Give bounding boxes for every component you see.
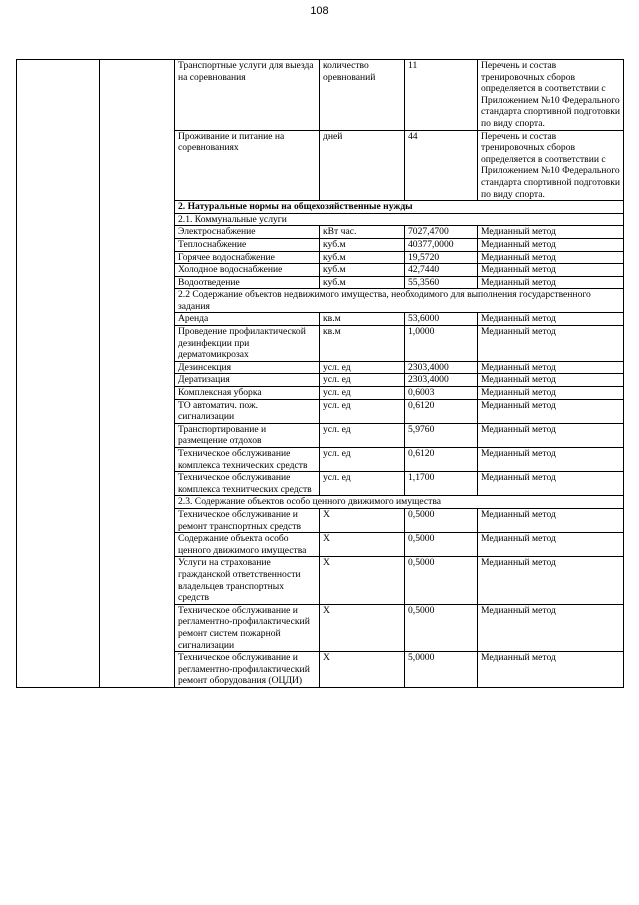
unit-cell: усл. ед: [320, 374, 405, 387]
unit-cell: усл. ед: [320, 387, 405, 400]
item-name-cell: Транспортные услуги для выезда на соревнования: [175, 60, 320, 131]
item-name-cell: ТО автоматич. пож. сигнализации: [175, 399, 320, 423]
value-cell: 1,0000: [405, 326, 478, 362]
unit-cell: Х: [320, 652, 405, 688]
item-name-cell: Проведение профилактической дезинфекции при дерматомикрозах: [175, 326, 320, 362]
unit-cell: куб.м: [320, 238, 405, 251]
value-cell: 0,6120: [405, 448, 478, 472]
value-cell: 40377,0000: [405, 238, 478, 251]
value-cell: 44: [405, 130, 478, 201]
item-name-cell: Услуги на страхование гражданской ответственности владельцев транспортных средств: [175, 557, 320, 604]
value-cell: 2303,4000: [405, 361, 478, 374]
item-name-cell: Техническое обслуживание и регламентно-профилактический ремонт оборудования (ОЦДИ): [175, 652, 320, 688]
norms-table: [16, 59, 624, 688]
unit-cell: Х: [320, 604, 405, 651]
unit-cell: дней: [320, 130, 405, 201]
method-cell: Медианный метод: [478, 313, 624, 326]
page-number: 108: [310, 5, 329, 17]
table-row: [17, 60, 624, 131]
method-cell: Медианный метод: [478, 251, 624, 264]
item-name-cell: Техническое обслуживание и регламентно-профилактический ремонт систем пожарной сигнализации: [175, 604, 320, 651]
value-cell: 5,9760: [405, 423, 478, 447]
item-name-cell: Дезинсекция: [175, 361, 320, 374]
value-cell: 42,7440: [405, 264, 478, 277]
value-cell: 0,6120: [405, 399, 478, 423]
section-heading: 2.2 Содержание объектов недвижимого имущества, необходимого для выполнения государственного задания: [175, 289, 624, 313]
value-cell: 53,6000: [405, 313, 478, 326]
unit-cell: количество оревнований: [320, 60, 405, 131]
method-cell: Медианный метод: [478, 399, 624, 423]
unit-cell: куб.м: [320, 276, 405, 289]
item-name-cell: Горячее водоснабжение: [175, 251, 320, 264]
unit-cell: куб.м: [320, 264, 405, 277]
item-name-cell: Водоотведение: [175, 276, 320, 289]
method-cell: Медианный метод: [478, 361, 624, 374]
blank-column-1: [17, 60, 100, 688]
method-cell: Медианный метод: [478, 387, 624, 400]
method-cell: Перечень и состав тренировочных сборов определяется в соответствии с Приложением №10 Федерального стандарта спортивной подготовки по виду спорта.: [478, 60, 624, 131]
method-cell: Медианный метод: [478, 652, 624, 688]
method-cell: Медианный метод: [478, 374, 624, 387]
item-name-cell: Транспортирование и размещение отдохов: [175, 423, 320, 447]
value-cell: 0,5000: [405, 557, 478, 604]
value-cell: 55,3560: [405, 276, 478, 289]
unit-cell: усл. ед: [320, 399, 405, 423]
value-cell: 11: [405, 60, 478, 131]
item-name-cell: Техническое обслуживание и ремонт транспортных средств: [175, 508, 320, 532]
method-cell: Медианный метод: [478, 326, 624, 362]
method-cell: Медианный метод: [478, 226, 624, 239]
method-cell: Медианный метод: [478, 264, 624, 277]
unit-cell: усл. ед: [320, 472, 405, 496]
value-cell: 0,5000: [405, 533, 478, 557]
item-name-cell: Техническое обслуживание комплекса технитческих средств: [175, 472, 320, 496]
item-name-cell: Электроснабжение: [175, 226, 320, 239]
value-cell: 0,5000: [405, 508, 478, 532]
value-cell: 0,5000: [405, 604, 478, 651]
method-cell: Медианный метод: [478, 508, 624, 532]
method-cell: Медианный метод: [478, 604, 624, 651]
value-cell: 2303,4000: [405, 374, 478, 387]
unit-cell: усл. ед: [320, 423, 405, 447]
section-heading: 2.3. Содержание объектов особо ценного движимого имущества: [175, 496, 624, 509]
method-cell: Медианный метод: [478, 557, 624, 604]
value-cell: 0,6003: [405, 387, 478, 400]
item-name-cell: Техническое обслуживание комплекса технических средств: [175, 448, 320, 472]
item-name-cell: Аренда: [175, 313, 320, 326]
unit-cell: кВт час.: [320, 226, 405, 239]
item-name-cell: Проживание и питание на соревнованиях: [175, 130, 320, 201]
method-cell: Медианный метод: [478, 423, 624, 447]
method-cell: Медианный метод: [478, 276, 624, 289]
unit-cell: Х: [320, 533, 405, 557]
item-name-cell: Содержание объекта особо ценного движимого имущества: [175, 533, 320, 557]
method-cell: Медианный метод: [478, 238, 624, 251]
item-name-cell: Дератизация: [175, 374, 320, 387]
value-cell: 5,0000: [405, 652, 478, 688]
value-cell: 7027,4700: [405, 226, 478, 239]
unit-cell: Х: [320, 508, 405, 532]
unit-cell: куб.м: [320, 251, 405, 264]
unit-cell: кв.м: [320, 326, 405, 362]
value-cell: 19,5720: [405, 251, 478, 264]
unit-cell: усл. ед: [320, 448, 405, 472]
method-cell: Медианный метод: [478, 448, 624, 472]
item-name-cell: Теплоснабжение: [175, 238, 320, 251]
section-heading: 2.1. Коммунальные услуги: [175, 213, 624, 226]
unit-cell: усл. ед: [320, 361, 405, 374]
unit-cell: кв.м: [320, 313, 405, 326]
section-heading: 2. Натуральные нормы на общехозяйственные нужды: [175, 201, 624, 214]
method-cell: Перечень и состав тренировочных сборов определяется в соответствии с Приложением №10 Федерального стандарта спортивной подготовки по виду спорта.: [478, 130, 624, 201]
method-cell: Медианный метод: [478, 472, 624, 496]
item-name-cell: Холодное водоснабжение: [175, 264, 320, 277]
blank-column-2: [100, 60, 175, 688]
item-name-cell: Комплексная уборка: [175, 387, 320, 400]
value-cell: 1,1700: [405, 472, 478, 496]
unit-cell: Х: [320, 557, 405, 604]
method-cell: Медианный метод: [478, 533, 624, 557]
